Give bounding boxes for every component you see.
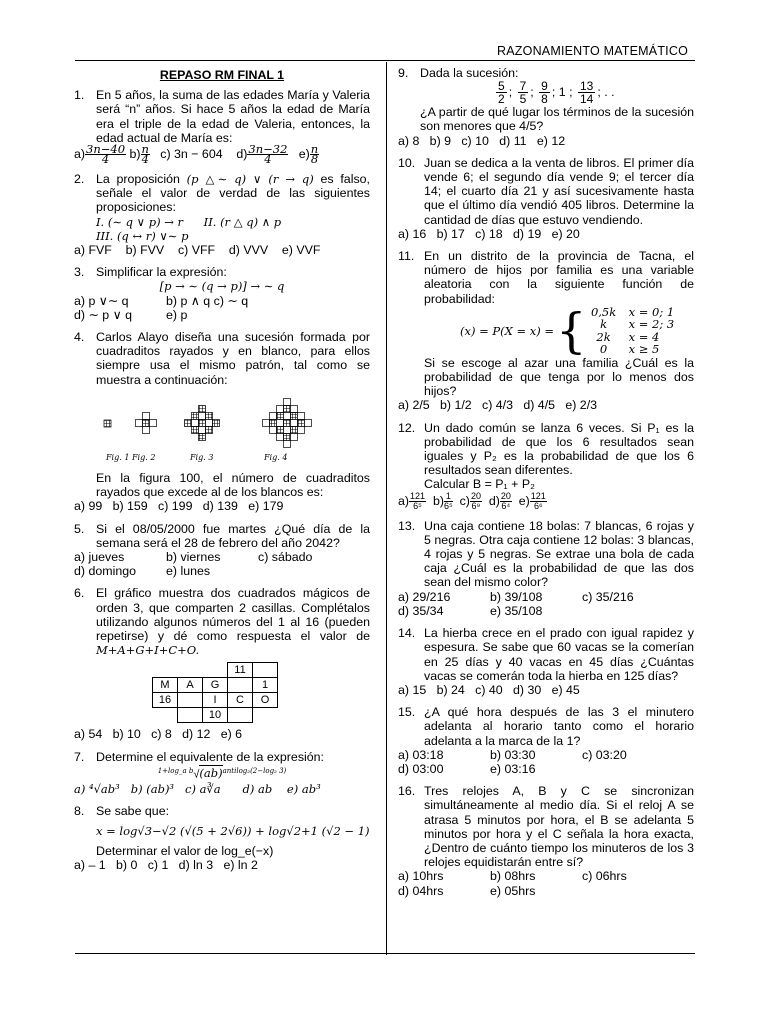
blank-square xyxy=(284,412,291,419)
question-14: 14. La hierba crece en el prado con igual rapidez y espesura. Se sabe que 60 vacas se la comerían en 25 días y 40 vacas en 45 días ¿Cuántas vacas se comerán toda la hierba en 125 días? a) 15 b) 24 c) 40 d) 30 e) 45 xyxy=(398,626,694,697)
blank-square xyxy=(136,419,143,426)
header-rule xyxy=(75,60,695,61)
blank-square xyxy=(277,405,284,412)
blank-square xyxy=(298,426,305,433)
footer-rule xyxy=(75,953,695,954)
blank-square xyxy=(298,412,305,419)
blank-square xyxy=(305,419,312,426)
blank-square xyxy=(270,412,277,419)
hatched-square xyxy=(213,419,220,426)
hatched-square xyxy=(104,420,111,427)
blank-square xyxy=(206,419,213,426)
question-15: 15. ¿A qué hora después de las 3 el minutero adelanta al horario tanto como el horario adelanta a la marca de la 1? a) 03:18 b) 03:30 c) 03:20 d) 03:00 e) 03:16 xyxy=(398,705,694,776)
blank-square xyxy=(277,433,284,440)
figure-labels: Fig. 1 Fig. 2 Fig. 3 Fig. 4 xyxy=(106,452,288,462)
page-title: REPASO RM FINAL 1 xyxy=(159,68,285,82)
blank-square xyxy=(284,440,291,447)
hatched-square xyxy=(291,426,298,433)
hatched-square xyxy=(270,419,277,426)
hatched-square xyxy=(277,426,284,433)
hatched-square xyxy=(199,433,206,440)
left-column xyxy=(74,66,370,881)
question-7: 7. Determine el equivalente de la expresión: $^{1+log\_a b}$√(ab)$^{antilog_2(2-log_2 3)}$ a) ⁴√ab³ b) (ab)³ c) a∛a d) ab e) ab³ xyxy=(74,749,324,796)
question-2: 2. La proposición (p △∼ q) ∨ (r → q) es falso, señale el valor de verdad de las siguientes proposiciones: I. (∼ q ∨ p) → r II. (r △ q) ∧ p III. (q ↔ r) ∨∼ p a) FVF b) FVV c) VFF d) VVV e) VVF xyxy=(74,172,370,258)
blank-square xyxy=(291,433,298,440)
question-16: 16. Tres relojes A, B y C se sincronizan simultáneamente al medio día. Si el reloj A se atrasa 5 minutos por hora, el B se adelanta 5 minutos por hora y el C señala la hora exacta, ¿Dentro de cuánto tiempo los minuteros de los 3 relojes equidistarán entre sí? a) 10hrs b) 08hrs c) 06hrs d) 04hrs e) 05hrs xyxy=(398,784,694,898)
blank-square xyxy=(270,426,277,433)
hatched-square xyxy=(284,405,291,412)
q1-options: a) $\frac{3n-40}{4}$ b) $\frac{n}{4}$ c) 3n − 604 d) $\frac{3n-32}{4}$ e) $\frac{n}{8}$ xyxy=(74,142,319,167)
question-5: 5. Si el 08/05/2000 fue martes ¿Qué día de la semana será el 28 de febrero del año 2042? a) jueves b) viernes c) sábado d) domingo e) lunes xyxy=(74,521,370,579)
hatched-square xyxy=(298,419,305,426)
blank-square xyxy=(291,405,298,412)
blank-square xyxy=(199,426,206,433)
blank-square xyxy=(199,412,206,419)
page-header: RAZONAMIENTO MATEMÁTICO xyxy=(497,44,688,58)
question-4: 4. Carlos Alayo diseña una sucesión formada por cuadraditos rayados y en blanco, para ellos siempre usa el mismo patrón, tal como se muestra a continuación: Fig. 1 Fig. 2 Fig. 3 Fig. 4 En la figura 100, el número de cuadraditos rayados que excede al de los blancos es: a) 99 b) 159 c) 199 d) 139 e) 179 xyxy=(74,330,370,514)
hatched-square xyxy=(185,419,192,426)
blank-square xyxy=(291,419,298,426)
hatched-square xyxy=(206,412,213,419)
blank-square xyxy=(263,419,270,426)
hatched-square xyxy=(277,412,284,419)
question-6: 6. El gráfico muestra dos cuadrados mágicos de orden 3, que comparten 2 casillas. Complétalos utilizando algunos números del 1 al 16 (pueden repetirse) y dé como respuesta el valor de M+A+G+I+C+O. 11 M A G 1 16 I C O 10 a) 54 b) 10 c) 8 d) 12 e) 6 xyxy=(74,586,370,742)
hatched-square xyxy=(284,419,291,426)
right-column xyxy=(398,66,694,906)
hatched-square xyxy=(192,426,199,433)
question-9: 9. Dada la sucesión: $\frac{5}{2}$ ; $\frac{7}{5}$ ; $\frac{9}{8}$ ; 1 ; $\frac{13}{14}$ ; . . ¿A partir de qué lugar los términos de la sucesión son menores que 4/5? a) 8 b) 9 c) 10 d) 11 e) 12 xyxy=(398,66,694,148)
hatched-square xyxy=(284,433,291,440)
hatched-square xyxy=(206,426,213,433)
hatched-square xyxy=(143,419,150,426)
blank-square xyxy=(277,419,284,426)
question-11: 11. En un distrito de la provincia de Tacna, el número de hijos por familia es una variable aleatoria con la siguiente función de probabilidad: (x) = P(X = x) = { 0,5k x = 0; 1 k x = 2; 3 2k x = 4 0 x ≥ 5 Si se escoge al azar una familia ¿Cuál es la probabilidad de que tenga por lo menos dos hijos? a) 2/5 b) 1/2 c) 4/3 d) 4/5 e) 2/3 xyxy=(398,249,694,413)
hatched-square xyxy=(192,412,199,419)
question-1: 1. En 5 años, la suma de las edades María y Valeria será “n” años. Si hace 5 años la edad de María era el triple de la edad de Valeria, entonces, la edad actual de María es: a) $\frac{3n-40}{4}$ b) $\frac{n}{4}$ c) 3n − 604 d) $\frac{3n-32}{4}$ e) $\frac{n}{8}$ xyxy=(74,88,370,167)
blank-square xyxy=(143,412,150,419)
question-12: 12. Un dado común se lanza 6 veces. Si P₁ es la probabilidad de que los 6 resultados sean iguales y P₂ es la probabilidad de que los 6 resultados sean diferentes. Calcular B = P₁ + P₂ a) $\frac{121}{\text{6⁵}}$ b) $\frac{1}{\text{6⁵}}$ c) $\frac{20}{\text{6⁹}}$ d) $\frac{20}{\text{6⁴}}$ e) $\frac{121}{\text{6⁶}}$ xyxy=(398,420,694,511)
hatched-square xyxy=(199,405,206,412)
column-divider xyxy=(386,62,387,955)
magic-squares-grid: 11 M A G 1 16 I C O 10 xyxy=(152,662,278,724)
blank-square xyxy=(284,398,291,405)
question-10: 10. Juan se dedica a la venta de libros. El primer día vende 6; el segundo día vende 9; el tercer día 14; el cuarto día 21 y así sucesivamente hasta que el último día vendió 405 libros. Determine la cantidad de días que estuvo vendiendo. a) 16 b) 17 c) 18 d) 19 e) 20 xyxy=(398,155,694,241)
blank-square xyxy=(284,426,291,433)
sequence-figures xyxy=(102,395,362,451)
hatched-square xyxy=(291,412,298,419)
question-3: 3. Simplificar la expresión: [p → ∼ (q → p)] → ∼ q a) p ∨∼ q b) p ∧ q c) ∼ q d) ∼ p ∨ q e) p xyxy=(74,265,285,322)
blank-square xyxy=(150,419,157,426)
blank-square xyxy=(192,419,199,426)
blank-square xyxy=(143,426,150,433)
question-8: 8. Se sabe que: x = log√3−√2 (√(5 + 2√6)) + log√2+1 (√2 − 1) Determinar el valor de log_e(−x) a) – 1 b) 0 c) 1 d) ln 3 e) ln 2 xyxy=(74,803,370,873)
hatched-square xyxy=(199,419,206,426)
question-13: 13. Una caja contiene 18 bolas: 7 blancas, 6 rojas y 5 negras. Otra caja contiene 12 bolas: 3 blancas, 4 rojas y 5 negras. Se extrae una bola de cada caja ¿Cuál es la probabilidad de que las dos sean del mismo color? a) 29/216 b) 39/108 c) 35/216 d) 35/34 e) 35/108 xyxy=(398,518,694,618)
